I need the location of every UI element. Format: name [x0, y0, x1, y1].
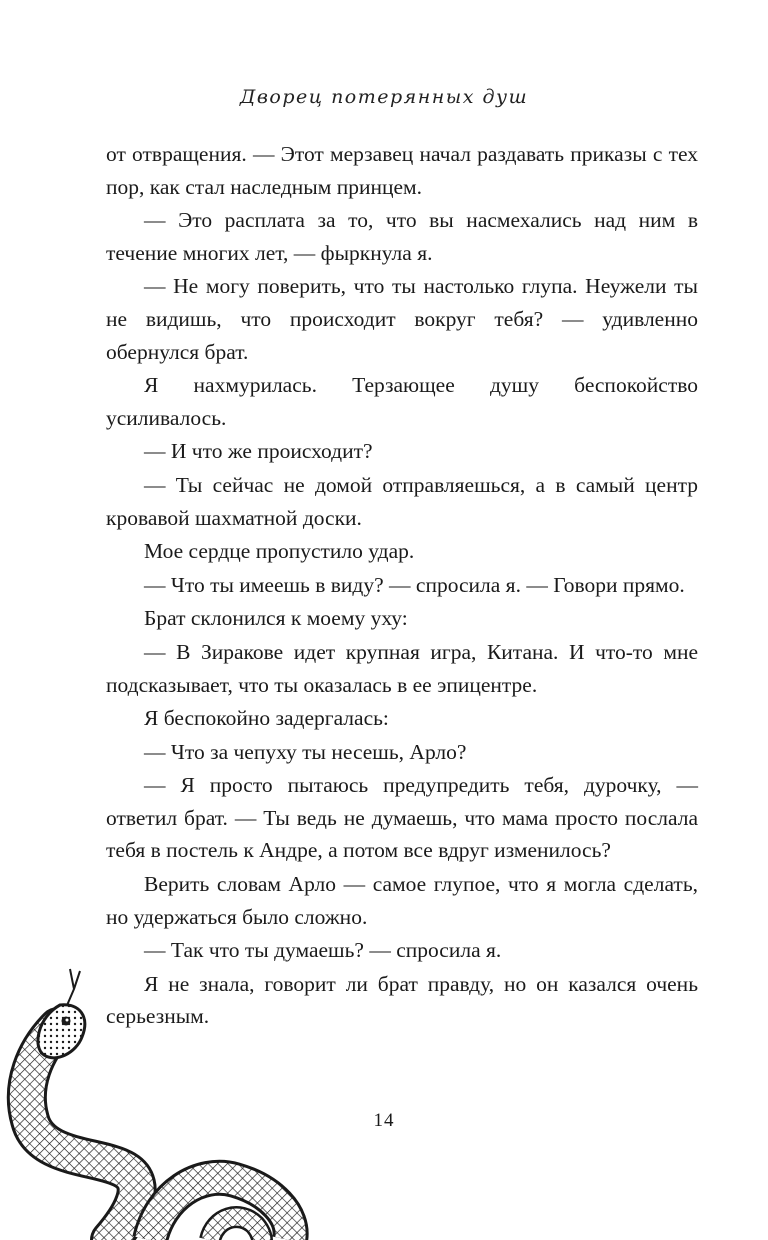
- paragraph: — Я просто пытаюсь предупредить тебя, дурочку, — ответил брат. — Ты ведь не думаешь, что мама просто послала тебя в постель к Андре, а потом все вдруг изменилось?: [106, 773, 698, 863]
- paragraph: — Что за чепуху ты несешь, Арло?: [144, 739, 467, 764]
- running-head: Дворец потерянных душ: [239, 86, 529, 108]
- snake-illustration: [0, 955, 320, 1240]
- paragraph: Брат склонился к моему уху:: [144, 606, 408, 631]
- page-number: 14: [373, 1110, 395, 1131]
- paragraph: Я беспокойно задергалась:: [144, 706, 389, 731]
- body-text: [106, 138, 698, 1034]
- paragraph: — В Зиракове идет крупная игра, Китана. И что-то мне подсказывает, что ты оказалась в ее эпицентре.: [106, 639, 698, 697]
- paragraph: — Это расплата за то, что вы насмехались над ним в течение многих лет, — фыркнула я.: [106, 208, 698, 265]
- paragraph: — Не могу поверить, что ты настолько глупа. Неужели ты не видишь, что происходит вокруг тебя? — удивленно обернулся брат.: [106, 274, 698, 364]
- paragraph: — Так что ты думаешь? — спросила я.: [144, 938, 502, 963]
- paragraph: — Что ты имеешь в виду? — спросила я. — Говори прямо.: [144, 572, 685, 597]
- paragraph: от отвращения. — Этот мерзавец начал раздавать приказы с тех пор, как стал наследным принцем.: [106, 142, 698, 199]
- paragraph: — И что же происходит?: [144, 439, 373, 464]
- paragraph: Мое сердце пропустило удар.: [144, 539, 415, 564]
- paragraph: Я не знала, говорит ли брат правду, но он казался очень серьезным.: [106, 971, 698, 1029]
- paragraph: Верить словам Арло — самое глупое, что я могла сделать, но удержаться было сложно.: [106, 872, 698, 929]
- paragraph: Я нахмурилась. Терзающее душу беспокойство усиливалось.: [106, 373, 698, 430]
- paragraph: — Ты сейчас не домой отправляешься, а в самый центр кровавой шахматной доски.: [106, 472, 698, 530]
